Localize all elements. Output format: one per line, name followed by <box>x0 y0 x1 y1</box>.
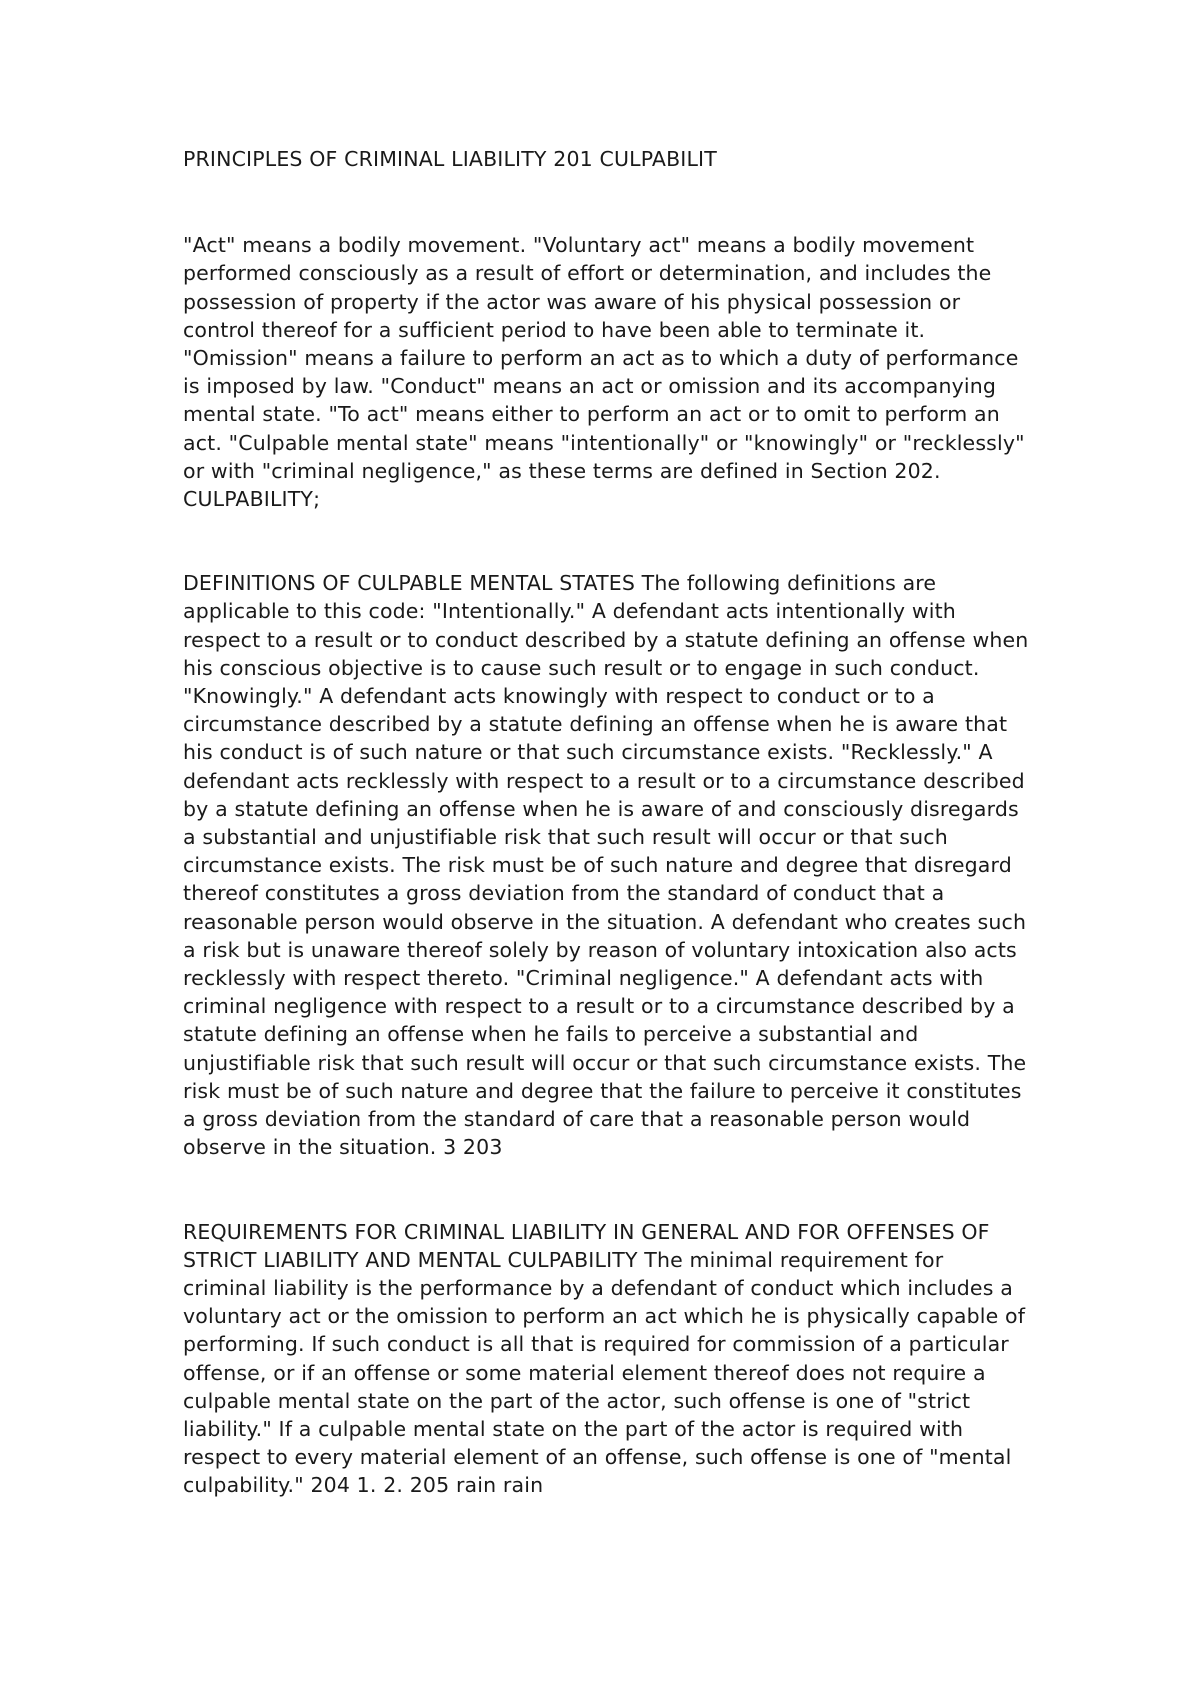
document-body <box>183 145 1033 1500</box>
paragraph-culpable-mental-states: DEFINITIONS OF CULPABLE MENTAL STATES The following definitions are applicable to this code: "Intentionally." A defendant acts intentionally with respect to a result or to conduct described by a statute defining an offense when his conscious objective is to cause such result or to engage in such conduct. "Knowingly." A defendant acts knowingly with respect to conduct or to a circumstance described by a statute defining an offense when he is aware that his conduct is of such nature or that such circumstance exists. "Recklessly." A defendant acts recklessly with respect to a result or to a circumstance described by a statute defining an offense when he is aware of and consciously disregards a substantial and unjustifiable risk that such result will occur or that such circumstance exists. The risk must be of such nature and degree that disregard thereof constitutes a gross deviation from the standard of conduct that a reasonable person would observe in the situation. A defendant who creates such a risk but is unaware thereof solely by reason of voluntary intoxication also acts recklessly with respect thereto. "Criminal negligence." A defendant acts with criminal negligence with respect to a result or to a circumstance described by a statute defining an offense when he fails to perceive a substantial and unjustifiable risk that such result will occur or that such circumstance exists. The risk must be of such nature and degree that the failure to perceive it constitutes a gross deviation from the standard of care that a reasonable person would observe in the situation. 3 203 <box>183 571 1029 1160</box>
paragraph-requirements-liability: REQUIREMENTS FOR CRIMINAL LIABILITY IN GENERAL AND FOR OFFENSES OF STRICT LIABILITY AND MENTAL CULPABILITY The minimal requirement for criminal liability is the performance by a defendant of conduct which includes a voluntary act or the omission to perform an act which he is physically capable of performing. If such conduct is all that is required for commission of a particular offense, or if an offense or some material element thereof does not require a culpable mental state on the part of the actor, such offense is one of "strict liability." If a culpable mental state on the part of the actor is required with respect to every material element of an offense, such offense is one of "mental culpability." 204 1. 2. 205 rain rain <box>183 1219 1026 1498</box>
document-title: PRINCIPLES OF CRIMINAL LIABILITY 201 CULPABILIT <box>183 147 717 171</box>
paragraph-definitions-act: "Act" means a bodily movement. "Voluntary act" means a bodily movement performed consciously as a result of effort or determination, and includes the possession of property if the actor was aware of his physical possession or control thereof for a sufficient period to have been able to terminate it. "Omission" means a failure to perform an act as to which a duty of performance is imposed by law. "Conduct" means an act or omission and its accompanying mental state. "To act" means either to perform an act or to omit to perform an act. "Culpable mental state" means "intentionally" or "knowingly" or "recklessly" or with "criminal negligence," as these terms are defined in Section 202. CULPABILITY; <box>183 233 1025 512</box>
